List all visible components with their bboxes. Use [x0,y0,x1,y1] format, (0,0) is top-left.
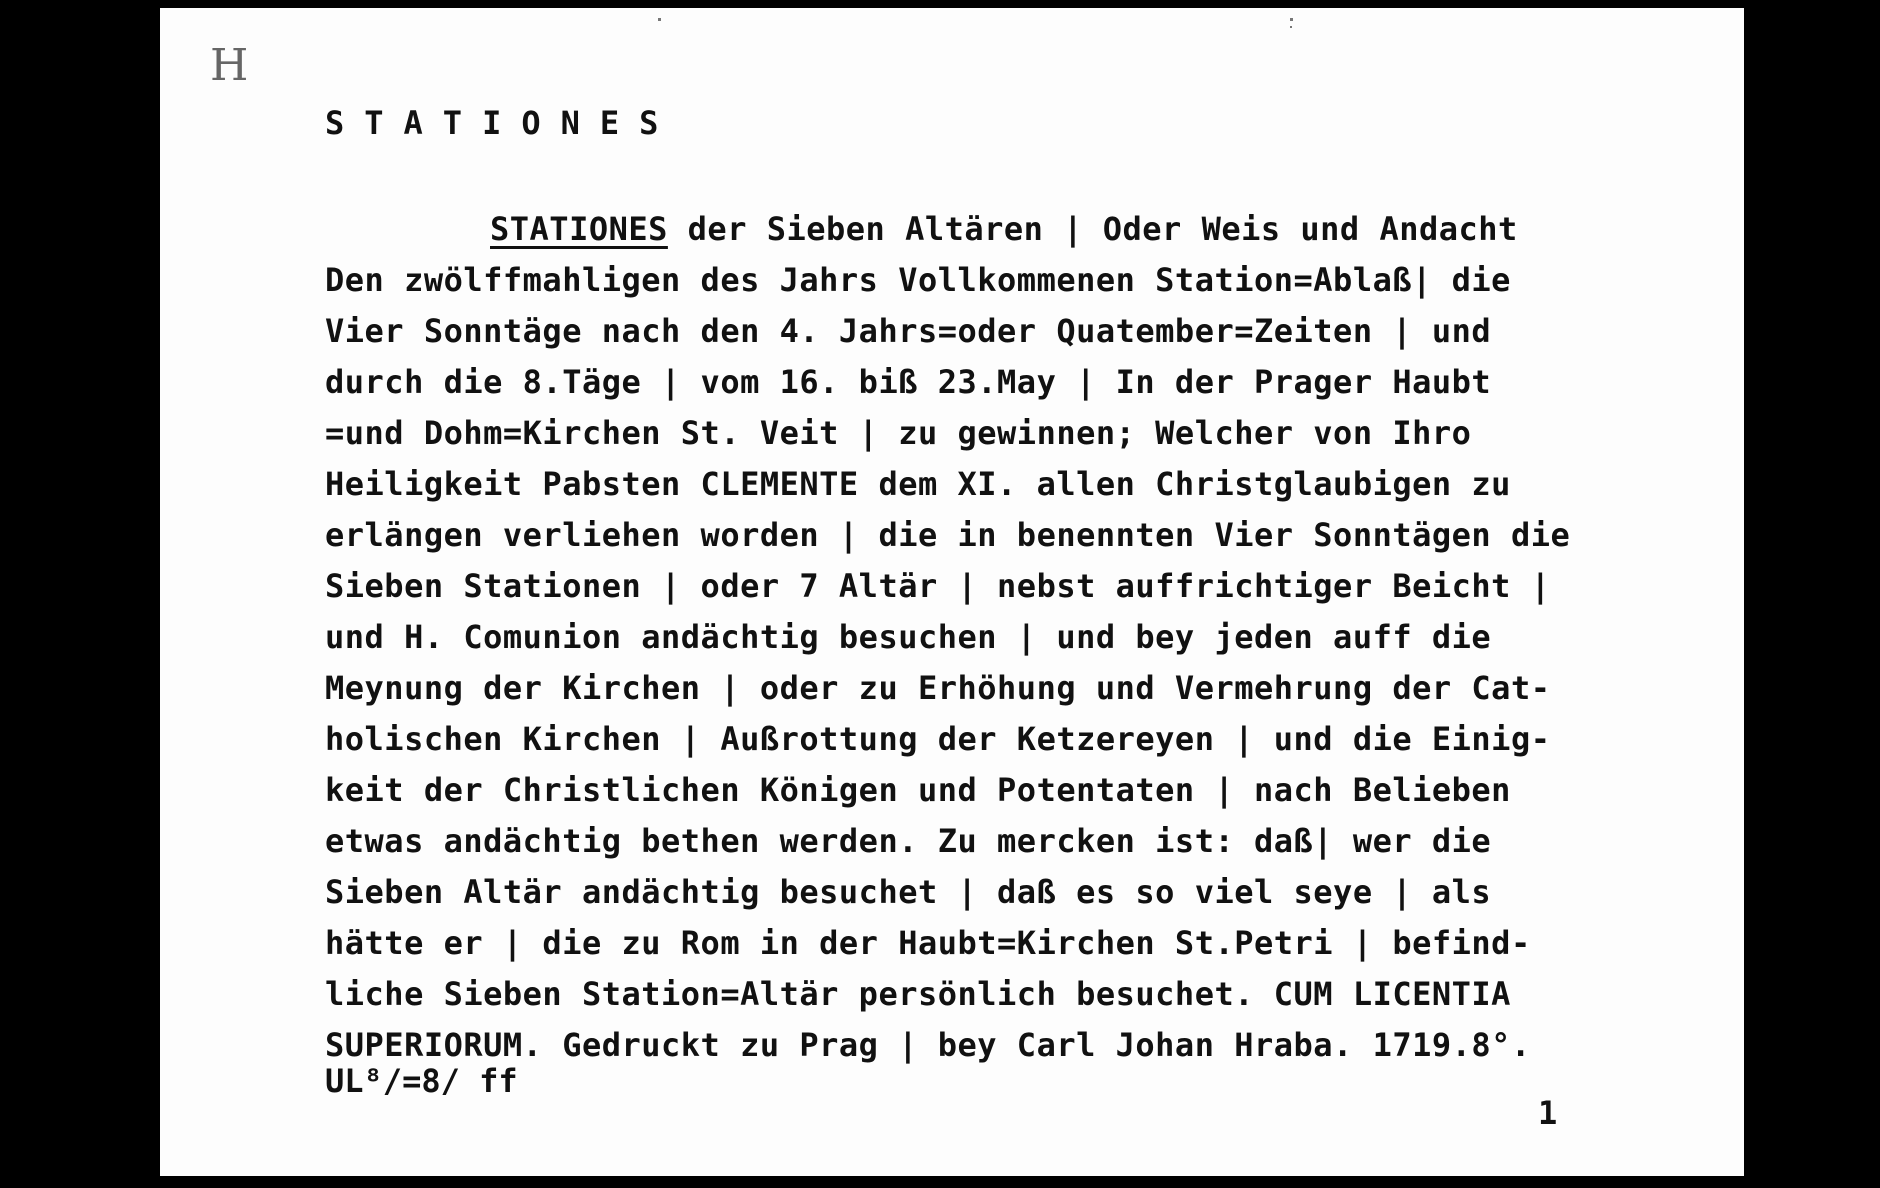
line-1-rest: der Sieben Altären | Oder Weis und Andacht [667,210,1518,248]
scan-speck [658,18,661,21]
page-number: 1 [1538,1094,1558,1132]
scan-speck [1290,26,1292,28]
body-line: =und Dohm=Kirchen St. Veit | zu gewinnen; Welcher von Ihro [325,414,1472,452]
handwritten-corner-mark: H [210,40,249,91]
body-line: Heiligkeit Pabsten CLEMENTE dem XI. allen Christglaubigen zu [325,465,1511,503]
body-line: Vier Sonntäge nach den 4. Jahrs=oder Quatember=Zeiten | und [325,312,1492,350]
handwritten-reference: UL⁸/=8/ ff [325,1062,518,1100]
body-line: Meynung der Kirchen | oder zu Erhöhung und Vermehrung der Cat- [325,669,1551,707]
document-heading: STATIONES [325,104,679,142]
scan-speck [1290,18,1293,21]
body-line [325,204,1625,255]
body-line: SUPERIORUM. Gedruckt zu Prag | bey Carl Johan Hraba. 1719.8°. [325,1026,1531,1064]
body-line: durch die 8.Täge | vom 16. biß 23.May | In der Prager Haubt [325,363,1492,401]
body-line: Sieben Stationen | oder 7 Altär | nebst auffrichtiger Beicht | [325,567,1551,605]
body-line: keit der Christlichen Königen und Potentaten | nach Belieben [325,771,1511,809]
body-line: liche Sieben Station=Altär persönlich besuchet. CUM LICENTIA [325,975,1511,1013]
body-line: etwas andächtig bethen werden. Zu mercken ist: daß| wer die [325,822,1492,860]
body-line: und H. Comunion andächtig besuchen | und bey jeden auff die [325,618,1492,656]
document-body [325,204,1625,1071]
body-line: holischen Kirchen | Außrottung der Ketzereyen | und die Einig- [325,720,1551,758]
document-page [160,8,1744,1176]
body-line: Den zwölffmahligen des Jahrs Vollkommenen Station=Ablaß| die [325,261,1511,299]
body-line: hätte er | die zu Rom in der Haubt=Kirchen St.Petri | befind- [325,924,1531,962]
title-word: STATIONES [490,210,668,248]
body-line: erlängen verliehen worden | die in benennten Vier Sonntägen die [325,516,1571,554]
body-line: Sieben Altär andächtig besuchet | daß es so viel seye | als [325,873,1492,911]
